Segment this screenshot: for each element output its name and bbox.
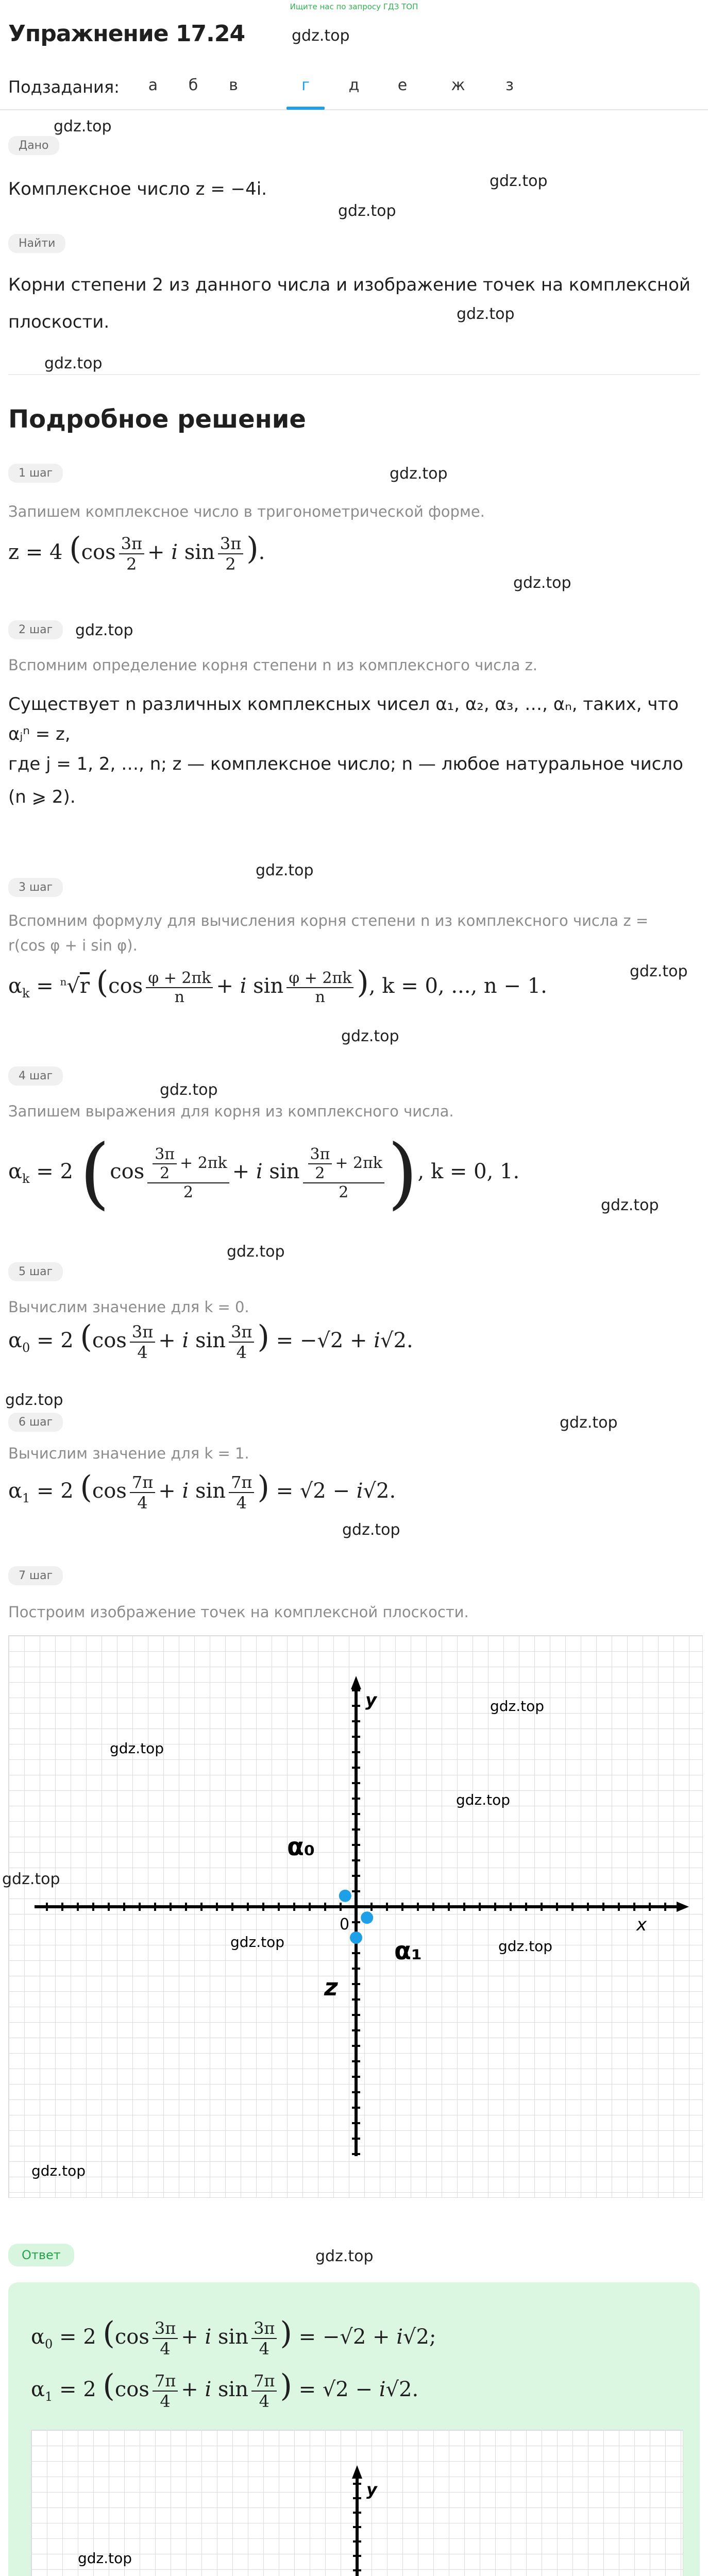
subtasks-label: Подзадания:	[8, 77, 120, 97]
step-4-text: Запишем выражения для корня из комплексного числа.	[8, 1103, 454, 1120]
watermark: gdz.top	[5, 1391, 63, 1409]
active-tab-indicator	[286, 107, 325, 110]
step-5-text: Вычислим значение для k = 0.	[8, 1298, 249, 1316]
given-badge: Дано	[8, 136, 59, 155]
plot-svg	[9, 1636, 702, 2197]
step-6-badge: 6 шаг	[8, 1413, 63, 1432]
answer-plot-svg	[31, 2430, 683, 2576]
given-text: Комплексное число z = −4i.	[8, 179, 267, 199]
watermark: gdz.top	[44, 354, 103, 372]
watermark: gdz.top	[54, 117, 112, 135]
watermark: gdz.top	[230, 1934, 285, 1951]
watermark: gdz.top	[456, 1791, 511, 1808]
y-axis-label: y	[366, 2480, 377, 2499]
top-note: Ищите нас по запросу ГДЗ ТОП	[290, 2, 418, 11]
find-text-line-1: Корни степени 2 из данного числа и изображение точек на комплексной	[8, 275, 691, 295]
y-axis-label: y	[365, 1690, 377, 1710]
x-axis-label: x	[636, 1914, 647, 1935]
watermark: gdz.top	[160, 1081, 218, 1099]
alpha-1-label: α₁	[394, 1937, 422, 1965]
axis-ticks	[83, 2484, 646, 2576]
step-3-badge: 3 шаг	[8, 878, 63, 897]
step-7-badge: 7 шаг	[8, 1566, 63, 1585]
step-2-body-2: αⱼⁿ = z,	[8, 724, 71, 744]
step-7-text: Построим изображение точек на комплексной плоскости.	[8, 1603, 469, 1621]
tab-v[interactable]: в	[229, 76, 238, 94]
x-axis-arrow	[677, 1902, 689, 1912]
step-3-formula: $\alpha_k = ^n√r$ (cos $\frac{\varphi + 2\pi k}{n}$ + i sin $\frac{\varphi + 2\pi k}{n}$ ), k = 0, ..., n − 1.	[8, 964, 547, 1006]
watermark: gdz.top	[390, 465, 448, 483]
find-text-line-2: плоскости.	[8, 312, 110, 332]
answer-complex-plane-plot	[31, 2430, 683, 2576]
y-axis-arrow	[352, 2465, 362, 2479]
tab-d[interactable]: д	[348, 76, 360, 94]
step-1-badge: 1 шаг	[8, 464, 63, 483]
tab-e[interactable]: е	[397, 76, 408, 94]
step-2-badge: 2 шаг	[8, 620, 63, 639]
watermark: gdz.top	[256, 861, 314, 879]
watermark: gdz.top	[341, 1027, 399, 1045]
watermark: gdz.top	[630, 962, 688, 980]
watermark: gdz.top	[498, 1938, 553, 1955]
tabs-divider	[0, 109, 708, 110]
watermark: gdz.top	[75, 621, 133, 639]
page-title: Упражнение 17.24	[8, 21, 245, 47]
answer-badge: Ответ	[8, 2244, 74, 2266]
watermark: gdz.top	[338, 202, 396, 220]
step-5-formula: $\alpha_0 = 2$ (cos $\frac{3\pi}{4}$ + i sin $\frac{3\pi}{4}$ ) = −√2 + i√2.	[8, 1319, 413, 1362]
watermark: gdz.top	[490, 172, 548, 190]
step-4-badge: 4 шаг	[8, 1066, 63, 1086]
point-alpha-1	[361, 1911, 373, 1924]
watermark: gdz.top	[227, 1243, 285, 1261]
section-divider	[8, 374, 700, 375]
tab-g[interactable]: г	[301, 76, 310, 94]
alpha-0-label: α₀	[287, 1833, 315, 1861]
answer-formula-1: $\alpha_0 = 2$ (cos $\frac{3\pi}{4}$ + i sin $\frac{3\pi}{4}$ ) = −√2 + i√2;	[31, 2315, 436, 2359]
tab-b[interactable]: б	[188, 76, 198, 94]
complex-plane-plot	[8, 1635, 703, 2198]
watermark: gdz.top	[601, 1196, 659, 1214]
step-2-body-4: (n ⩾ 2).	[8, 787, 76, 807]
tab-zh[interactable]: ж	[451, 76, 465, 94]
origin-label: 0	[340, 1916, 350, 1934]
watermark: gdz.top	[78, 2550, 132, 2567]
tab-z[interactable]: з	[505, 76, 514, 94]
watermark: gdz.top	[315, 2247, 374, 2265]
watermark: gdz.top	[342, 1521, 400, 1539]
answer-formula-2: $\alpha_1 = 2$ (cos $\frac{7\pi}{4}$ + i sin $\frac{7\pi}{4}$ ) = √2 − i√2.	[31, 2368, 419, 2411]
step-3-text-line-1: Вспомним формулу для вычисления корня степени n из комплексного числа z =	[8, 912, 649, 929]
step-6-text: Вычислим значение для k = 1.	[8, 1445, 249, 1462]
step-3-text-line-2: r(cos φ + i sin φ).	[8, 937, 138, 954]
find-badge: Найти	[8, 234, 65, 253]
step-1-formula: z = 4 (cos $\frac{3\pi}{2}$ + i sin $\frac{3\pi}{2}$ ).	[8, 531, 265, 574]
watermark: gdz.top	[2, 1870, 60, 1888]
solution-heading: Подробное решение	[8, 405, 306, 434]
watermark: gdz.top	[490, 1698, 545, 1715]
watermark: gdz.top	[513, 574, 571, 592]
point-alpha-0	[339, 1890, 351, 1902]
step-5-badge: 5 шаг	[8, 1262, 63, 1281]
step-2-body-3: где j = 1, 2, …, n; z — комплексное число; n — любое натуральное число	[8, 754, 683, 774]
watermark: gdz.top	[457, 305, 515, 323]
z-label: z	[324, 1973, 338, 2001]
y-axis-arrow	[351, 1676, 361, 1689]
watermark: gdz.top	[560, 1414, 618, 1432]
watermark: gdz.top	[292, 27, 350, 45]
watermark: gdz.top	[31, 2162, 86, 2179]
step-4-formula: $\alpha_k = 2$ (cos $\frac{3\pi}{2}$ + 2πk 2 + i sin $\frac{3\pi}{2}$ + 2πk 2 ), k = 0, 1.	[8, 1128, 520, 1218]
point-z	[350, 1931, 362, 1944]
step-2-body-1: Существует n различных комплексных чисел α₁, α₂, α₃, …, αₙ, таких, что	[8, 694, 679, 715]
step-2-text: Вспомним определение корня степени n из комплексного числа z.	[8, 656, 538, 674]
step-1-text: Запишем комплексное число в тригонометрической форме.	[8, 503, 485, 520]
step-6-formula: $\alpha_1 = 2$ (cos $\frac{7\pi}{4}$ + i sin $\frac{7\pi}{4}$ ) = √2 − i√2.	[8, 1469, 396, 1513]
watermark: gdz.top	[110, 1740, 164, 1757]
tab-a[interactable]: а	[148, 76, 158, 94]
